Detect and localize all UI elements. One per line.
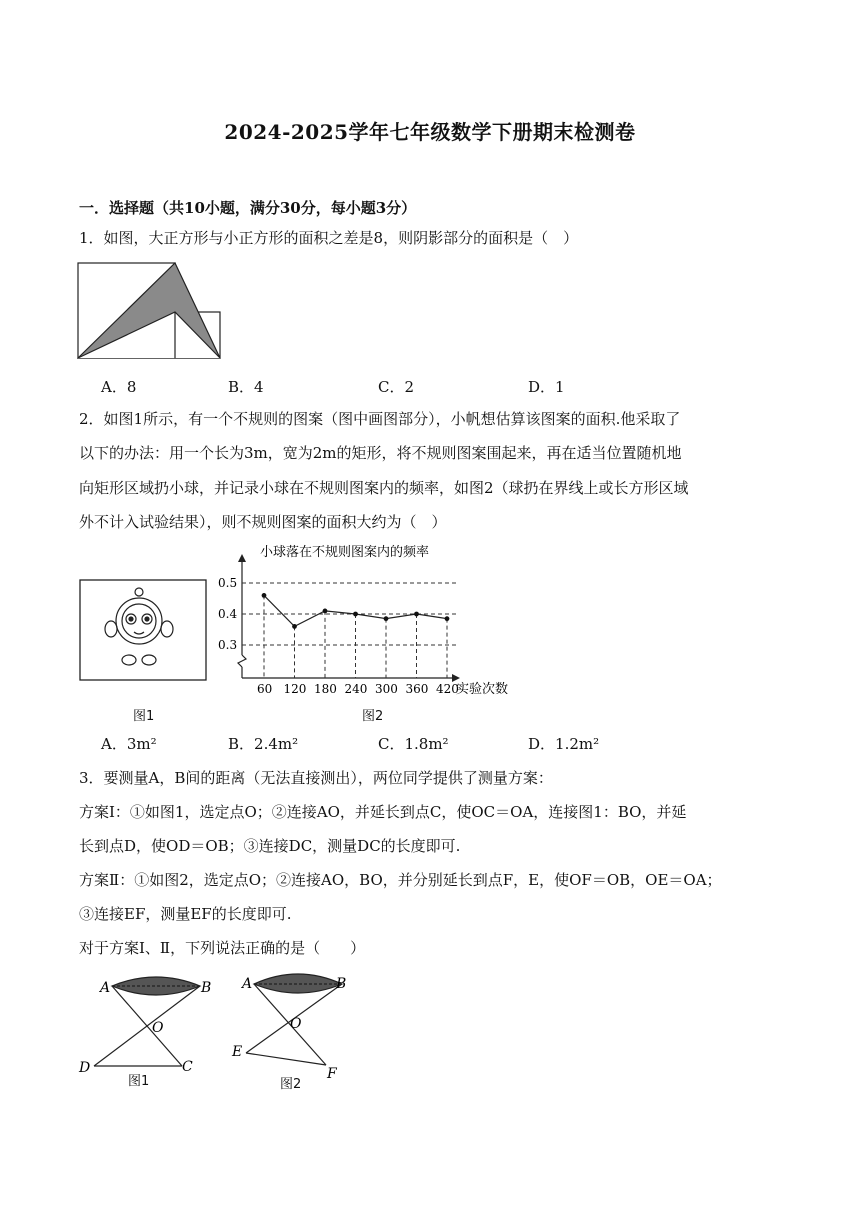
q2-option-a: A．3m²	[101, 735, 157, 753]
y-axis-break	[238, 655, 246, 667]
q3-figure-1-caption: 图1	[128, 1074, 150, 1089]
q3-line-6: 对于方案Ⅰ、Ⅱ，下列说法正确的是（ ）	[79, 939, 366, 957]
q1-option-b: B．4	[228, 378, 264, 396]
q1-option-a: A．8	[101, 378, 137, 396]
data-point	[414, 612, 419, 617]
label-f: F	[327, 1066, 337, 1080]
q2-figure-1	[79, 579, 207, 681]
x-tick-label: 420	[436, 682, 459, 696]
label-e: E	[232, 1044, 243, 1060]
chart-title: 小球落在不规则图案内的频率	[260, 545, 430, 560]
data-point	[384, 616, 389, 621]
data-point	[323, 609, 328, 614]
x-tick-label: 300	[375, 682, 398, 696]
q3-line-4: 方案Ⅱ：①如图2，选定点O；②连接AO，BO，并分别延长到点F，E，使OF＝OB，OE＝OA；	[79, 871, 722, 889]
x-tick-label: 180	[314, 682, 337, 696]
y-tick-label: 0.4	[218, 607, 238, 621]
q2-option-c: C．1.8m²	[378, 735, 449, 753]
label-b: B	[336, 976, 347, 992]
q2-line-2: 以下的办法：用一个长为3m，宽为2m的矩形，将不规则图案围起来，再在适当位置随机地	[79, 444, 682, 462]
q2-option-d: D．1.2m²	[528, 735, 600, 753]
q1-figure	[77, 262, 223, 360]
q2-line-4: 外不计入试验结果），则不规则图案的面积大约为（ ）	[79, 513, 447, 531]
label-d: D	[79, 1060, 91, 1076]
data-point	[262, 593, 267, 598]
page-title: 2024-2025学年七年级数学下册期末检测卷	[224, 120, 636, 144]
q3-line-5: ③连接EF，测量EF的长度即可.	[79, 905, 292, 923]
section-heading: 一．选择题（共10小题，满分30分，每小题3分）	[79, 199, 417, 217]
q2-figure-2-caption: 图2	[362, 709, 384, 724]
q2-line-1: 2．如图1所示，有一个不规则的图案（图中画图部分），小帆想估算该图案的面积.他采取了	[79, 410, 681, 428]
q2-figure-1-caption: 图1	[133, 709, 155, 724]
label-a: A	[242, 976, 253, 992]
q3-figure-2	[226, 968, 356, 1080]
data-point	[292, 624, 297, 629]
q3-line-2: 方案Ⅰ：①如图1，选定点O；②连接AO，并延长到点C，使OC＝OA，连接图1：BO，并延	[79, 803, 687, 821]
x-tick-label: 120	[283, 682, 307, 696]
data-point	[353, 612, 358, 617]
q1-option-c: C．2	[378, 378, 415, 396]
label-o: O	[152, 1020, 164, 1036]
y-axis-arrow	[238, 554, 246, 562]
q3-line-3: 长到点D，使OD＝OB；③连接DC，测量DC的长度即可.	[79, 837, 461, 855]
q2-line-3: 向矩形区域扔小球，并记录小球在不规则图案内的频率，如图2（球扔在界线上或长方形区域	[79, 479, 689, 497]
mascot-icon	[105, 588, 173, 665]
q1-stem: 1．如图，大正方形与小正方形的面积之差是8，则阴影部分的面积是（ ）	[79, 229, 579, 247]
q1-option-d: D．1	[528, 378, 565, 396]
x-axis-arrow	[452, 674, 460, 682]
data-point	[445, 616, 450, 621]
frequency-chart	[212, 540, 522, 700]
label-c: C	[182, 1059, 193, 1075]
x-tick-label: 240	[344, 682, 368, 696]
q3-figure-1	[74, 970, 224, 1078]
q2-option-b: B．2.4m²	[228, 735, 299, 753]
label-a: A	[100, 980, 111, 996]
x-tick-label: 60	[257, 682, 273, 696]
label-o: O	[290, 1016, 302, 1032]
chart-xlabel: 实验次数	[456, 682, 509, 697]
x-tick-label: 360	[405, 682, 429, 696]
q3-line-1: 3．要测量A，B间的距离（无法直接测出），两位同学提供了测量方案：	[79, 769, 553, 787]
y-tick-label: 0.5	[218, 576, 238, 590]
q3-figure-2-caption: 图2	[280, 1077, 302, 1092]
label-b: B	[201, 980, 212, 996]
y-tick-label: 0.3	[218, 638, 238, 652]
